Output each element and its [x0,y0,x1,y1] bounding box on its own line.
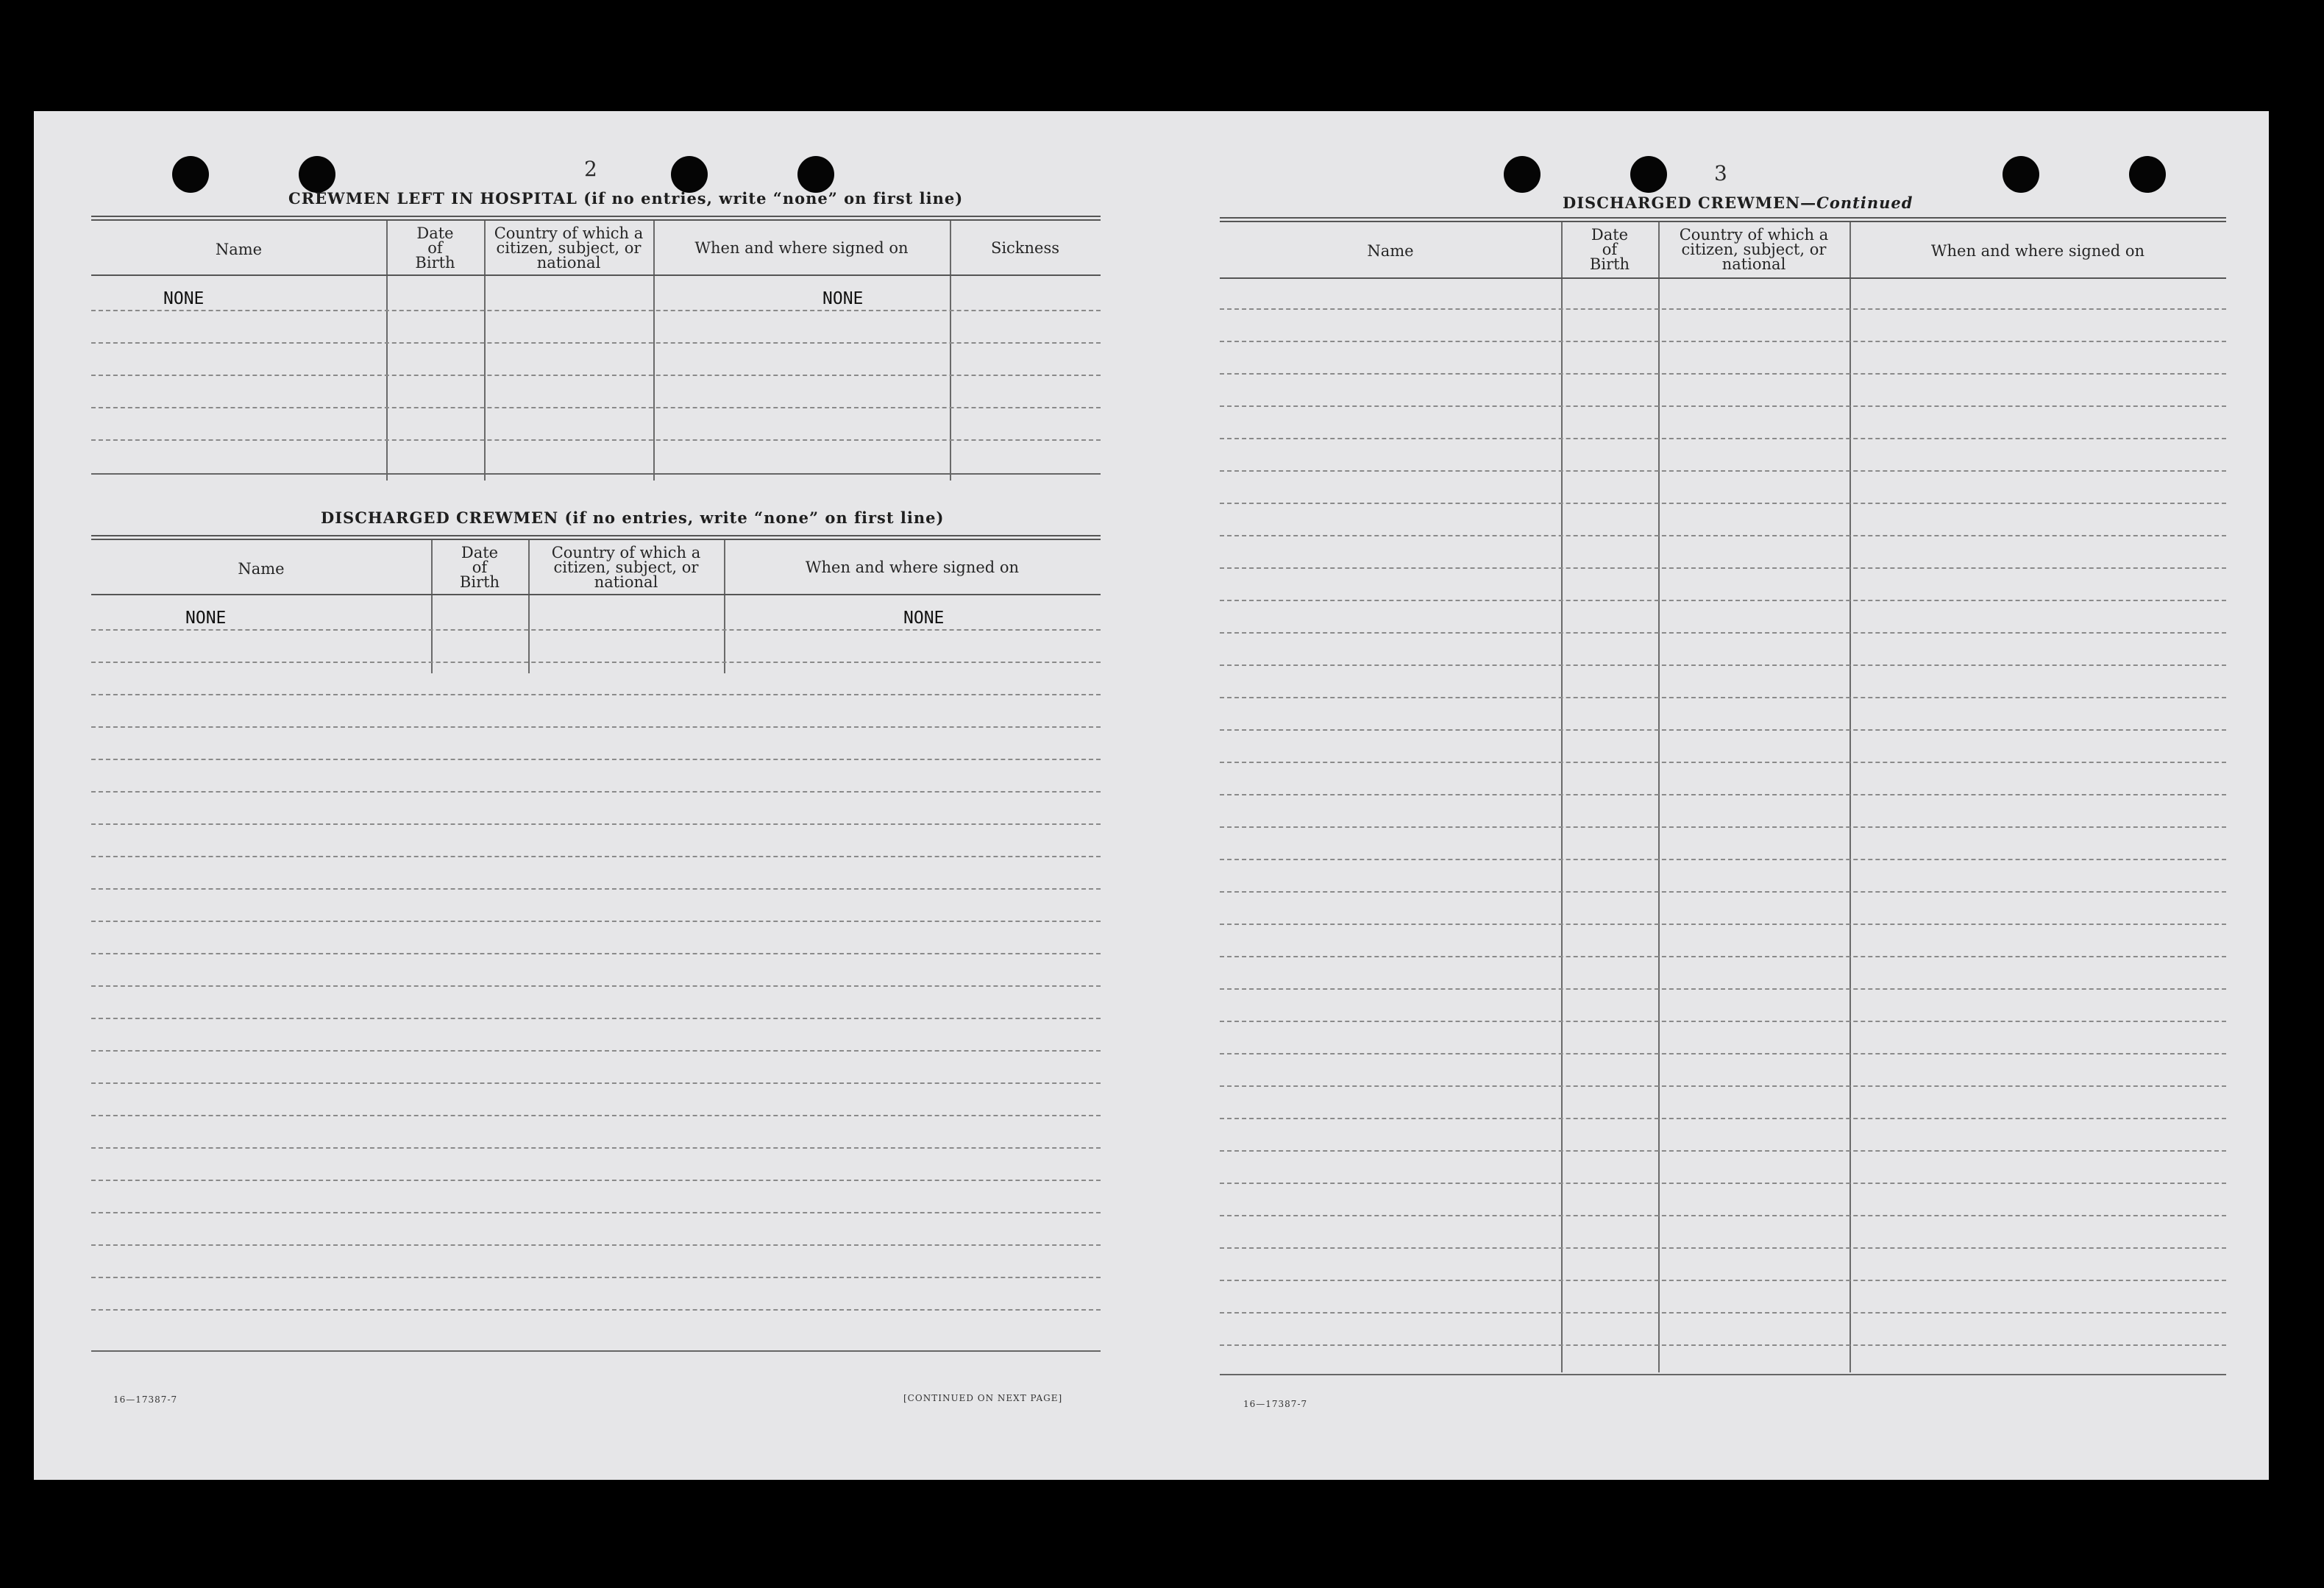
form-ruling-line [1220,1247,2226,1249]
form-ruling-line [91,1115,1101,1116]
document-sheet [34,111,2269,1480]
discharged-continued-table [1220,217,2226,1380]
form-ruling-line [91,888,1101,890]
form-ruling-line [1220,1312,2226,1314]
form-ruling-line [91,1212,1101,1213]
form-ruling-line [1220,405,2226,407]
col-header-dob: Date of Birth [1589,226,1630,273]
punch-hole [172,156,209,193]
form-ruling-line [91,1050,1101,1052]
form-ruling-line [1220,1150,2226,1152]
form-ruling-line [1220,1344,2226,1346]
col-header-sickness: Sickness [990,239,1060,257]
form-ruling-line [91,1244,1101,1246]
right-section-title [1563,194,1913,212]
form-ruling-line [1220,503,2226,504]
form-number-right: 16—17387-7 [1243,1399,1308,1409]
form-ruling-line [1220,924,2226,925]
form-ruling-line [91,694,1101,695]
form-ruling-line [91,1309,1101,1311]
col-header-name: Name [1367,242,1414,260]
form-ruling-line [91,985,1101,987]
col-header-name: Name [215,241,263,258]
form-ruling-line [1220,600,2226,601]
form-ruling-line [91,1180,1101,1181]
form-ruling-line [91,823,1101,825]
form-ruling-line [1220,341,2226,342]
form-ruling-line [91,1018,1101,1019]
hospital-name-entry: NONE [163,289,205,308]
form-ruling-line [1220,729,2226,731]
col-header-name: Name [238,560,285,578]
punch-hole [797,156,834,193]
discharged-section-title [321,508,944,527]
col-header-signed-on: When and where signed on [805,559,1020,576]
form-ruling-line [91,1147,1101,1149]
form-ruling-line [91,726,1101,728]
form-ruling-line [1220,1085,2226,1087]
col-header-country: Country of which a citizen, subject, or national [494,224,644,272]
form-ruling-line [1220,988,2226,990]
col-header-country: Country of which a citizen, subject, or national [1679,226,1829,273]
form-ruling-line [1220,664,2226,666]
form-ruling-line [91,1082,1101,1084]
form-ruling-line [1220,956,2226,957]
page-number-left: 2 [584,157,597,181]
hospital-table [91,216,1101,481]
discharged-signed-on-entry: NONE [903,609,945,628]
col-header-signed-on: When and where signed on [694,239,909,257]
punch-hole [2003,156,2039,193]
form-ruling-line [1220,1215,2226,1216]
col-header-dob: Date of Birth [459,544,500,591]
form-ruling-line [1220,438,2226,439]
punch-hole [671,156,708,193]
page-number-right: 3 [1714,161,1727,185]
form-ruling-line [1220,1053,2226,1054]
form-ruling-line [1220,1021,2226,1022]
punch-hole [1504,156,1541,193]
col-header-dob: Date of Birth [415,224,455,272]
form-ruling-line [1220,697,2226,698]
form-ruling-line [91,629,1101,631]
form-ruling-line [1220,1118,2226,1119]
right-title-text: DISCHARGED CREWMEN— [1563,194,1817,212]
discharged-title-instruction: (if no entries, write “none” on first line) [564,508,945,527]
form-ruling-line [1220,1183,2226,1184]
form-ruling-line [1220,567,2226,569]
discharged-name-entry: NONE [185,609,227,628]
form-ruling-line [1220,632,2226,634]
form-ruling-line [91,662,1101,663]
form-ruling-line [91,953,1101,954]
form-ruling-line [1220,1280,2226,1281]
hospital-section-title [288,189,963,208]
form-number-left: 16—17387-7 [113,1394,178,1405]
form-ruling-line [91,791,1101,793]
right-title-suffix: Continued [1816,194,1913,212]
form-ruling-line [1220,373,2226,375]
form-ruling-line [91,856,1101,857]
form-ruling-line [1220,762,2226,763]
form-ruling-line [1220,308,2226,310]
hospital-title-text: CREWMEN LEFT IN HOSPITAL [288,189,578,208]
punch-hole [299,156,335,193]
form-ruling-line [1220,794,2226,795]
form-ruling-line [91,759,1101,760]
hospital-signed-on-entry: NONE [822,289,864,308]
form-ruling-line [1220,826,2226,828]
form-ruling-line [1220,891,2226,893]
hospital-title-instruction: (if no entries, write “none” on first line) [583,189,964,208]
discharged-table [91,535,1101,1500]
col-header-signed-on: When and where signed on [1930,242,2145,260]
form-ruling-line [1220,859,2226,860]
col-header-country: Country of which a citizen, subject, or national [551,544,701,591]
punch-hole [2129,156,2166,193]
form-ruling-line [91,921,1101,922]
form-ruling-line [1220,535,2226,536]
discharged-title-text: DISCHARGED CREWMEN [321,508,559,527]
form-ruling-line [91,1277,1101,1278]
punch-hole [1630,156,1667,193]
continued-note: [CONTINUED ON NEXT PAGE] [903,1393,1063,1403]
form-ruling-line [1220,470,2226,472]
